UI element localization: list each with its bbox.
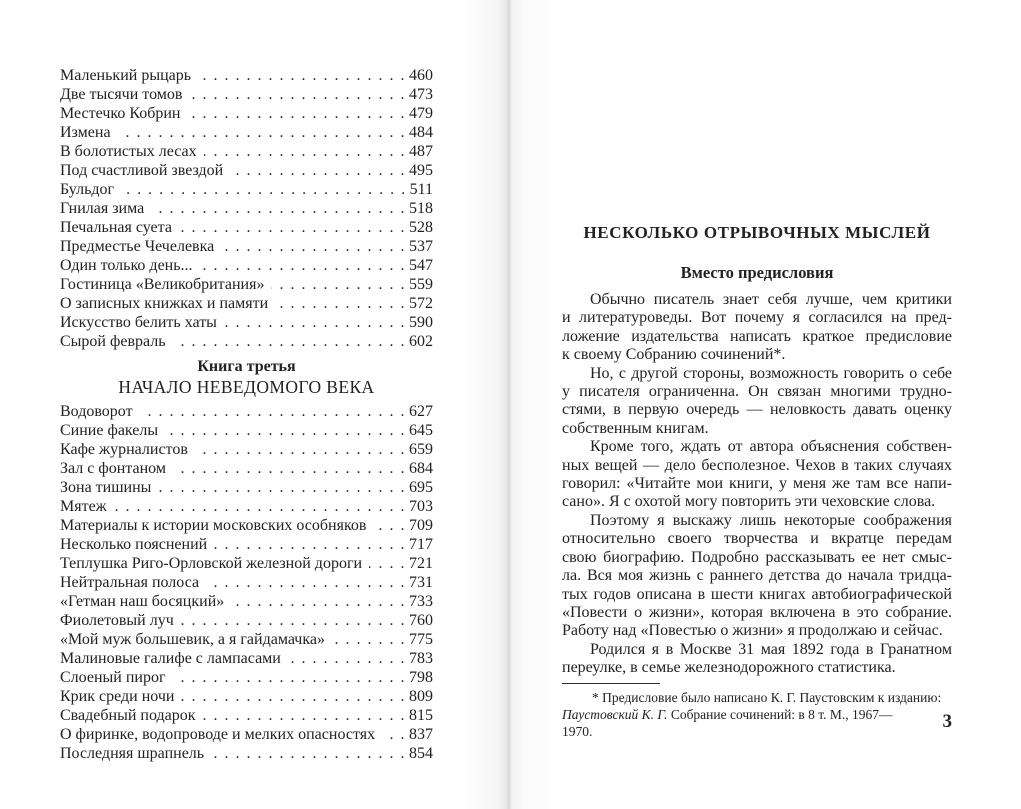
toc-entry-page: 703 <box>409 498 433 515</box>
dot-leader <box>140 402 406 421</box>
toc-entry <box>60 256 433 275</box>
footnote-line-3: 1970. <box>562 724 593 739</box>
dot-leader <box>231 592 406 611</box>
dot-leader <box>181 687 406 706</box>
footnote <box>562 683 952 740</box>
toc-entry <box>60 332 433 351</box>
text-line: ложение издательства написать краткое предисловие <box>562 327 952 345</box>
dot-leader <box>230 161 406 180</box>
toc-entry <box>60 592 433 611</box>
footnote-line-1: * Предисловие было написано К. Г. Паустовским к изданию: <box>592 690 942 705</box>
text-line: у писателя ограниченна. Он связан многими трудно- <box>562 383 952 401</box>
toc-entry-page: 473 <box>409 86 433 103</box>
toc-entry-title: Водоворот <box>60 403 133 420</box>
footnote-divider <box>562 683 660 684</box>
toc-entry-page: 460 <box>409 67 433 84</box>
toc-list-part2 <box>60 402 433 763</box>
toc-entry <box>60 161 433 180</box>
toc-entry <box>60 402 433 421</box>
toc-entry-title: Малиновые галифе с лампасами <box>60 650 281 667</box>
toc-entry-page: 854 <box>409 745 433 762</box>
toc-entry <box>60 180 433 199</box>
text-line: к своему Собранию сочинений*. <box>562 346 786 364</box>
toc-entry <box>60 421 433 440</box>
toc-entry-page: 815 <box>409 707 433 724</box>
dot-leader <box>114 497 406 516</box>
toc-entry-page: 721 <box>409 555 433 572</box>
dot-leader <box>179 218 406 237</box>
dot-leader <box>181 611 406 630</box>
toc-entry <box>60 535 433 554</box>
toc-entry <box>60 744 433 763</box>
toc-entry <box>60 66 433 85</box>
dot-leader <box>173 668 406 687</box>
text-line: Родился я в Москве 31 мая 1892 года в Гранатном <box>590 640 952 658</box>
toc-entry-page: 837 <box>409 726 433 743</box>
toc-entry-page: 731 <box>409 574 433 591</box>
footnote-line-2 <box>562 706 952 723</box>
toc-entry-page: 518 <box>409 200 433 217</box>
dot-leader <box>288 649 406 668</box>
paragraph <box>562 291 952 365</box>
toc-entry-title: Искусство белить хаты <box>60 314 217 331</box>
toc-entry-page: 590 <box>409 314 433 331</box>
text-line: ла. Вся моя жизнь с раннего детства до начала тридца- <box>562 567 952 585</box>
toc-entry-page: 602 <box>409 333 433 350</box>
toc-entry-title: Зона тишины <box>60 479 152 496</box>
toc-entry-title: Сырой февраль <box>60 333 166 350</box>
table-of-contents <box>60 66 433 763</box>
dot-leader <box>275 294 406 313</box>
toc-entry <box>60 85 433 104</box>
toc-entry <box>60 459 433 478</box>
dot-leader <box>204 142 406 161</box>
toc-entry-page: 559 <box>409 276 433 293</box>
text-line: и литературоведы. Вот почему я согласился на пред- <box>562 309 952 327</box>
toc-entry-title: Гостиница «Великобритания» <box>60 276 265 293</box>
toc-entry-title: Печальная суета <box>60 219 172 236</box>
toc-entry-page: 775 <box>409 631 433 648</box>
footnote-author-italic: Паустовский К. Г. <box>562 707 668 722</box>
paragraph <box>562 512 952 641</box>
section-subtitle: Вместо предисловия <box>680 263 834 282</box>
toc-entry-page: 484 <box>409 124 433 141</box>
toc-entry <box>60 237 433 256</box>
toc-entry-title: Маленький рыцарь <box>60 67 192 84</box>
paragraph <box>562 641 952 678</box>
text-line: тых годов описана в шести книгах автобиографической <box>562 585 952 603</box>
chapter-title: НЕСКОЛЬКО ОТРЫВОЧНЫХ МЫСЛЕЙ <box>583 223 931 242</box>
dot-leader <box>200 256 406 275</box>
dot-leader <box>189 85 406 104</box>
text-line: стями, в первую очередь — неловкость давать оценку <box>562 401 952 419</box>
book-label: Книга третья <box>197 358 296 375</box>
page-number: 3 <box>942 711 952 732</box>
toc-entry <box>60 275 433 294</box>
toc-entry-title: Синие факелы <box>60 422 159 439</box>
text-line: собственным книгам. <box>562 419 709 437</box>
dot-leader <box>271 275 406 294</box>
toc-entry-title: Последняя шрапнель <box>60 745 205 762</box>
dot-leader <box>158 478 406 497</box>
toc-entry-title: Зал с фонтаном <box>60 460 166 477</box>
text-line: Но, с другой стороны, возможность говорить о себе <box>590 364 952 382</box>
toc-entry <box>60 668 433 687</box>
dot-leader <box>369 554 406 573</box>
toc-entry-title: Кафе журналистов <box>60 441 188 458</box>
toc-entry-title: Один только день... <box>60 257 193 274</box>
toc-entry-title: О фиринке, водопроводе и мелких опасностях <box>60 726 376 743</box>
toc-entry <box>60 313 433 332</box>
toc-entry <box>60 440 433 459</box>
toc-entry <box>60 649 433 668</box>
toc-entry-page: 760 <box>409 612 433 629</box>
toc-entry <box>60 516 433 535</box>
toc-entry <box>60 478 433 497</box>
dot-leader <box>211 744 406 763</box>
toc-list-part1 <box>60 66 433 351</box>
text-line: переулке, в семье железнодорожного статистика. <box>562 659 896 677</box>
toc-entry <box>60 294 433 313</box>
toc-entry-page: 627 <box>409 403 433 420</box>
dot-leader <box>221 237 406 256</box>
toc-entry-page: 783 <box>409 650 433 667</box>
text-column <box>562 0 952 809</box>
toc-entry <box>60 218 433 237</box>
toc-entry <box>60 142 433 161</box>
dot-leader <box>165 421 406 440</box>
toc-entry-title: Материалы к истории московских особняков <box>60 517 367 534</box>
toc-entry-page: 709 <box>409 517 433 534</box>
footnote-line-2-rest: Собрание сочинений: в 8 т. М., 1967— <box>667 707 893 722</box>
paragraph <box>562 438 952 512</box>
page-right-text <box>515 0 1021 809</box>
dot-leader <box>206 573 406 592</box>
text-line: Кроме того, ждать от автора объяснения собствен- <box>590 438 952 456</box>
dot-leader <box>203 706 407 725</box>
text-line: Обычно писатель знает себя лучше, чем критики <box>590 291 952 308</box>
toc-entry-title: Гнилая зима <box>60 200 145 217</box>
book-title: НАЧАЛО НЕВЕДОМОГО ВЕКА <box>118 377 375 397</box>
toc-entry <box>60 706 433 725</box>
toc-entry-title: Бульдог <box>60 181 115 198</box>
toc-entry-page: 495 <box>409 162 433 179</box>
toc-entry-title: Под счастливой звездой <box>60 162 224 179</box>
toc-entry-page: 659 <box>409 441 433 458</box>
toc-entry <box>60 123 433 142</box>
text-line: ных вещей — дело бесполезное. Чехов в таких случаях <box>562 456 952 474</box>
toc-entry <box>60 554 433 573</box>
toc-entry-page: 528 <box>409 219 433 236</box>
toc-entry <box>60 611 433 630</box>
dot-leader <box>198 66 406 85</box>
dot-leader <box>214 535 406 554</box>
toc-section-heading <box>60 357 433 398</box>
toc-entry <box>60 725 433 744</box>
dot-leader <box>195 440 406 459</box>
toc-entry-page: 479 <box>409 105 433 122</box>
dot-leader <box>382 725 406 744</box>
toc-entry-page: 511 <box>409 181 433 198</box>
toc-entry-page: 547 <box>409 257 433 274</box>
dot-leader <box>173 332 406 351</box>
toc-entry-page: 695 <box>409 479 433 496</box>
toc-entry-title: Свадебный подарок <box>60 707 196 724</box>
dot-leader <box>173 459 406 478</box>
toc-entry-page: 684 <box>409 460 433 477</box>
toc-entry-title: Мятеж <box>60 498 107 515</box>
toc-entry-title: Местечко Кобрин <box>60 105 181 122</box>
toc-entry-title: Слоеный пирог <box>60 669 166 686</box>
toc-entry <box>60 104 433 123</box>
toc-entry-title: Крик среди ночи <box>60 688 175 705</box>
text-line: свою биографию. Подробно рассказывать ее нет смыс- <box>562 548 952 566</box>
toc-entry-page: 537 <box>409 238 433 255</box>
toc-entry-title: Две тысячи томов <box>60 86 183 103</box>
dot-leader <box>187 104 406 123</box>
toc-entry-page: 717 <box>409 536 433 553</box>
toc-entry-page: 733 <box>409 593 433 610</box>
toc-entry <box>60 497 433 516</box>
toc-entry-title: Нейтральная полоса <box>60 574 200 591</box>
dot-leader <box>224 313 406 332</box>
toc-entry-title: Предместье Чечелевка <box>60 238 215 255</box>
dot-leader <box>118 123 406 142</box>
toc-entry-page: 809 <box>409 688 433 705</box>
toc-entry-title: О записных книжках и памяти <box>60 295 269 312</box>
toc-entry-page: 572 <box>409 295 433 312</box>
dot-leader <box>373 516 406 535</box>
dot-leader <box>151 199 406 218</box>
toc-entry-title: Несколько пояснений <box>60 536 208 553</box>
toc-entry <box>60 199 433 218</box>
page-left-toc <box>0 0 505 809</box>
text-line: Поэтому я выскажу лишь некоторые соображения <box>590 511 952 529</box>
toc-entry-page: 798 <box>409 669 433 686</box>
text-line: «Повести о жизни», которая включена в это собрание. <box>562 603 952 621</box>
toc-entry-title: Теплушка Риго-Орловской железной дороги <box>60 555 363 572</box>
text-line: Работу над «Повестью о жизни» я продолжаю и сейчас. <box>562 622 943 640</box>
toc-entry-title: В болотистых лесах <box>60 143 197 160</box>
toc-entry <box>60 573 433 592</box>
toc-entry-title: Фиолетовый луч <box>60 612 174 629</box>
text-line: сано». Я с охотой могу повторить эти чеховские слова. <box>562 493 936 511</box>
text-line: говорил: «Читайте мои книги, у меня же там все напи- <box>562 475 952 493</box>
paragraph <box>562 365 952 439</box>
body-text <box>562 291 952 678</box>
toc-entry-page: 645 <box>409 422 433 439</box>
toc-entry-title: Измена <box>60 124 111 141</box>
dot-leader <box>121 180 407 199</box>
toc-entry-title: «Гетман наш босяцкий» <box>60 593 225 610</box>
toc-entry <box>60 687 433 706</box>
toc-entry-title: «Мой муж большевик, а я гайдамачка» <box>60 631 325 648</box>
text-line: относительно своего творчества и вкратце передам <box>562 530 952 548</box>
toc-entry-page: 487 <box>409 143 433 160</box>
toc-entry <box>60 630 433 649</box>
dot-leader <box>332 630 406 649</box>
